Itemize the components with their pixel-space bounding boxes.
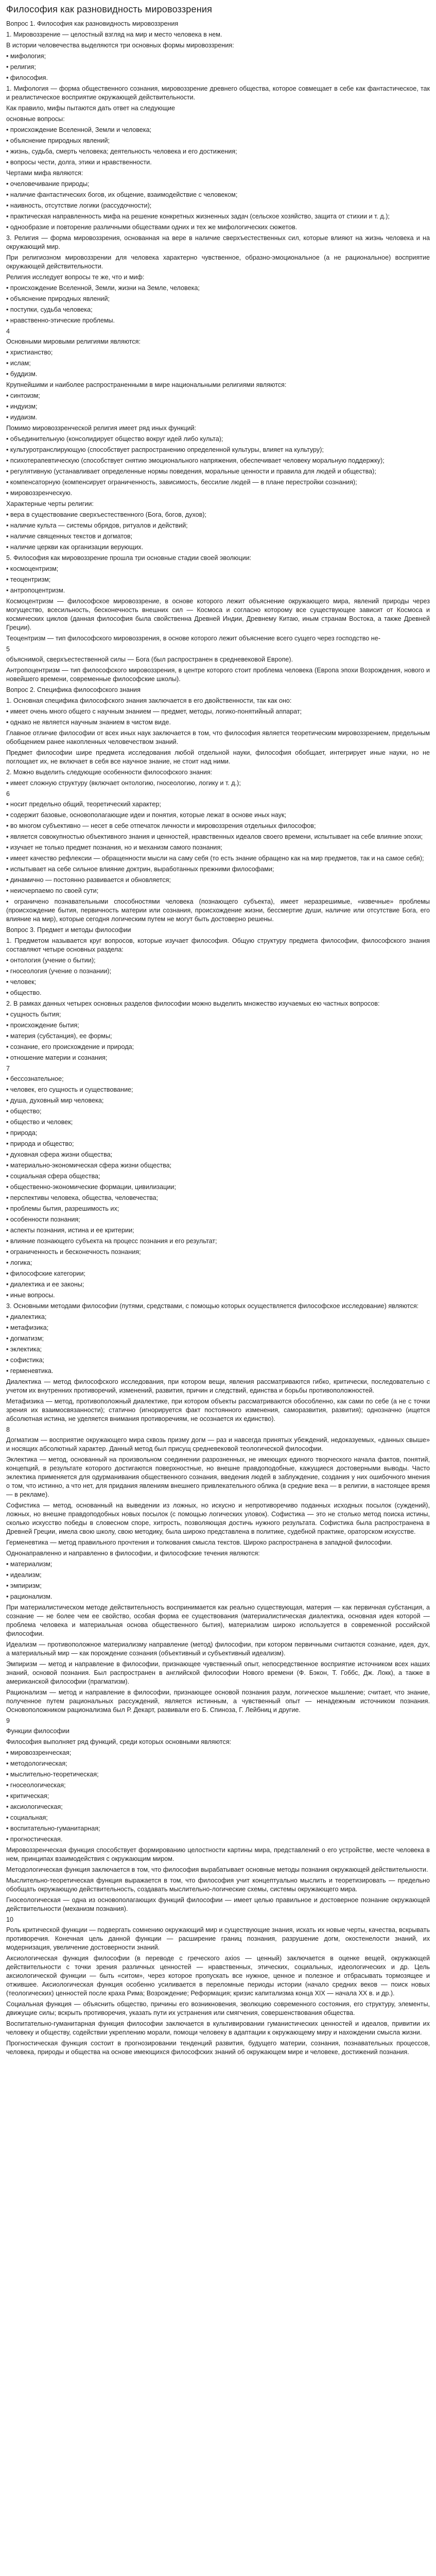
page-number: 4 [6, 327, 10, 335]
list-item: • эклектика; [6, 1345, 42, 1353]
paragraph: При религиозном мировоззрении для человека характерно чувственное, образно-эмоциональное (а не рациональное) восприятие окружающей действительности. [6, 253, 432, 270]
paragraph: Крупнейшими и наиболее распространенными в мире национальными религиями являются: [6, 381, 287, 388]
list-item: • социальная сфера общества; [6, 1172, 100, 1180]
list-item: • проблемы бытия, разрешимость их; [6, 1205, 119, 1212]
list-item: • синтоизм; [6, 392, 40, 399]
list-item: • практическая направленность мифа на решение конкретных жизненных задач (сельское хозяйство, защита от стихии и т. д.); [6, 212, 390, 220]
paragraph: Методологическая функция заключается в том, что философия вырабатывает основные методы познания окружающей действительности. [6, 1866, 428, 1873]
list-item: • логика; [6, 1259, 32, 1266]
list-item: • вопросы чести, долга, этики и нравственности. [6, 158, 152, 166]
list-item: • философские категории; [6, 1269, 85, 1277]
list-item: • мировоззренческую. [6, 489, 73, 497]
paragraph: Философия выполняет ряд функций, среди которых основными являются: [6, 1738, 232, 1745]
paragraph: Социальная функция — объяснить общество, причины его возникновения, эволюцию современного состояния, его структуру, элементы, движущие силы; вскрыть противоречия, указать пути их устранения или смягчения, совершенствования общества. [6, 2000, 432, 2016]
list-item: • однообразие и повторение различными обществами одних и тех же мифологических сюжетов. [6, 223, 298, 231]
paragraph: Эклектика — метод, основанный на произвольном соединении разрозненных, не имеющих единого творческого начала фактов, понятий, концепций, в результате которого достигаются поверхностные, но внешне правдоподобные, кажущиеся достоверными выводы. Часто эклектика применяется для одурманивания общественного сознания, введения людей в заблуждение, создания у них ошибочного мнения о том, что истинно, а что нет, для придания явлениям внешнего привлекательного облика (в средние века — в религии, в настоящее время — в рекламе). [6, 1455, 432, 1498]
paragraph: Как правило, мифы пытаются дать ответ на следующие [6, 104, 176, 112]
list-item: • наличие фантастических богов, их общение, взаимодействие с человеком; [6, 191, 238, 198]
list-item: • метафизика; [6, 1324, 49, 1331]
list-item: • критическая; [6, 1792, 49, 1800]
paragraph: Эмпиризм — метод и направление в философии, признающее чувственный опыт, непосредственное восприятие источником всех наших знаний, основой познания. Был распространен в английской философии Нового времени (Ф. Бэкон, Т. Гоббс, Дж. Локк), а также в американской философии (прагматизм). [6, 1660, 432, 1685]
paragraph: основные вопросы: [6, 115, 65, 123]
page-number: 9 [6, 1717, 10, 1724]
list-item: • испытывает на себе сильное влияние доктрин, выработанных прежними философами; [6, 865, 274, 873]
paragraph: Чертами мифа являются: [6, 169, 83, 177]
paragraph: Помимо мировоззренческой религия имеет ряд иных функций: [6, 424, 197, 432]
list-item: • материализм; [6, 1560, 53, 1568]
page-number: 10 [6, 1916, 14, 1923]
list-item: • однако не является научным знанием в чистом виде. [6, 718, 171, 726]
list-item: • человек, его сущность и существование; [6, 1086, 133, 1093]
list-item: • содержит базовые, основополагающие идеи и понятия, которые лежат в основе иных наук; [6, 811, 287, 819]
list-item: • культуротранслирующую (способствует распространению определенной культуры, влияет на культуру); [6, 446, 324, 453]
list-item: • ислам; [6, 359, 31, 367]
list-item: • влияние познающего субъекта на процесс познания и его результат; [6, 1237, 217, 1245]
paragraph: Прогностическая функция состоит в прогнозировании тенденций развития, будущего материи, сознания, познавательных процессов, человека, природы и общества на основе имеющихся философских знаний об окружающем мире и человеке, достижений познания. [6, 2039, 432, 2056]
list-item: • софистика; [6, 1356, 45, 1364]
list-item: • мифология; [6, 52, 46, 60]
list-item: • природа и общество; [6, 1140, 74, 1147]
paragraph: Функции философии [6, 1727, 69, 1735]
list-item: • неисчерпаемо по своей сути; [6, 887, 99, 894]
list-item: • наличие священных текстов и догматов; [6, 532, 133, 540]
list-item: • нравственно-этические проблемы. [6, 316, 115, 324]
list-item: • имеет сложную структуру (включает онтологию, гносеологию, логику и т. д.); [6, 779, 241, 787]
list-item: • наличие культа — системы обрядов, ритуалов и действий; [6, 521, 188, 529]
paragraph: Антропоцентризм — тип философского мировоззрения, в центре которого стоит проблема человека (Европа эпохи Возрождения, нового и новейшего времени, современные философские школы). [6, 666, 432, 683]
list-item: • христианство; [6, 348, 53, 356]
paragraph: Характерные черты религии: [6, 500, 94, 507]
list-item: • социальная; [6, 1814, 48, 1821]
list-item: • общество; [6, 1107, 42, 1115]
list-item: • прогностическая. [6, 1835, 63, 1843]
list-item: • носит предельно общий, теоретический характер; [6, 800, 161, 808]
paragraph: 2. В рамках данных четырех основных разделов философии можно выделить множество изучаемых ею частных вопросов: [6, 999, 380, 1007]
list-item: • ограниченность и бесконечность познания; [6, 1248, 141, 1256]
list-item: • теоцентризм; [6, 575, 51, 583]
list-item: • духовная сфера жизни общества; [6, 1150, 113, 1158]
list-item: • отношение материи и сознания; [6, 1054, 108, 1061]
list-item: • жизнь, судьба, смерть человека; деятельность человека и его достижения; [6, 147, 237, 155]
list-item: • компенсаторную (компенсирует ограниченность, зависимость, бессилие людей — в плане перестройки сознания); [6, 478, 357, 486]
paragraph: Софистика — метод, основанный на выведении из ложных, но искусно и непротиворечиво поданных исходных посылок (суждений), ложных, но внешне правдоподобных новых посылок (с помощью логических уловок). Софистика — это не столько метод поиска истины, сколько искусство победы в словесном споре, хитрость, позволяющая достичь нужного результата. Софистика была распространена в Древней Греции, имела свою школу, свою методику, была широко представлена в политике, судебной практике, ораторском искусстве. [6, 1501, 432, 1535]
paragraph: Основными мировыми религиями являются: [6, 337, 141, 345]
list-item: • имеет качество рефлексии — обращенности мысли на саму себя (то есть знание обращено как на мир предметов, так и на самое себя); [6, 854, 424, 862]
list-item: • воспитательно-гуманитарная; [6, 1824, 100, 1832]
list-item: • во многом субъективно — несет в себе отпечаток личности и мировоззрения отдельных философов; [6, 822, 316, 829]
section-heading: Вопрос 3. Предмет и методы философии [6, 926, 131, 934]
list-item: • наивность, отсутствие логики (рассудочности); [6, 201, 152, 209]
list-item: • происхождение бытия; [6, 1021, 79, 1029]
list-item: • аспекты познания, истина и ее критерии; [6, 1226, 134, 1234]
list-item: • психотерапевтическую (способствует снятию эмоционального напряжения, обеспечивает человеку моральную поддержку); [6, 456, 385, 464]
list-item: • общество. [6, 989, 42, 996]
paragraph: Идеализм — противоположное материализму направление (метод) философии, при котором первичными считаются сознание, идея, дух, а материальный мир — как порождение сознания (объективный и субъективный идеализм). [6, 1640, 432, 1657]
paragraph: Роль критической функции — подвергать сомнению окружающий мир и существующие знания, искать их новые черты, качества, вскрывать противоречия. Конечная цель данной функции — расширение границ познания, разрушение догм, окостенелости знаний, их модернизация, увеличение достоверности знаний. [6, 1926, 432, 1951]
list-item: • мировоззренческая; [6, 1749, 72, 1756]
list-item: • индуизм; [6, 402, 38, 410]
paragraph: Метафизика — метод, противоположный диалектике, при котором объекты рассматриваются обособленно, как сами по себе (а не с точки зрения их взаимосвязанности); статично (игнорируется факт постоянного изменения, саморазвития, развития); однозначно (ищется абсолютная истина, не уделяется внимания противоречиям, не осознается их единство). [6, 1397, 432, 1422]
list-item: • сущность бытия; [6, 1010, 61, 1018]
list-item: • вера в существование сверхъестественного (Бога, богов, духов); [6, 511, 206, 518]
paragraph: Мировоззренческая функция способствует формированию целостности картины мира, представлений о его устройстве, месте человека в нем, принципах взаимодействия с окружающим миром. [6, 1846, 432, 1862]
paragraph: Воспитательно-гуманитарная функция философии заключается в культивировании гуманистических ценностей и идеалов, привитии их человеку и обществу, содействии укреплению морали, помощи человеку в адаптации к окружающему миру и нахождении смысла жизни. [6, 2020, 432, 2036]
list-item: • происхождение Вселенной, Земли, жизни на Земле, человека; [6, 284, 200, 292]
paragraph: Мыслительно-теоретическая функция выражается в том, что философия учит концептуально мыслить и теоретизировать — предельно обобщать окружающую действительность, создавать мыслительно-логические схемы, системы окружающего мира. [6, 1876, 432, 1893]
list-item: • наличие церкви как организации верующих. [6, 543, 144, 551]
list-item: • имеет очень много общего с научным знанием — предмет, методы, логико-понятийный аппарат; [6, 707, 302, 715]
list-item: • объяснение природных явлений; [6, 137, 110, 144]
list-item: • герменевтика. [6, 1367, 54, 1375]
list-item: • материя (субстанция), ее формы; [6, 1032, 112, 1040]
paragraph: Догматизм — восприятие окружающего мира сквозь призму догм — раз и навсегда принятых убеждений, недоказуемых, «данных свыше» и носящих абсолютный характер. Данный метод был присущ средневековой теологической философии. [6, 1436, 432, 1452]
paragraph: Аксиологическая функция философии (в переводе с греческого axios — ценный) заключается в оценке вещей, окружающей действительности с точки зрения различных ценностей — нравственных, этических, социальных, идеологических и др. Цель аксиологической функции — быть «ситом», через которое пропускать все нужное, ценное и полезное и отбрасывать тормозящее и отжившее. Аксиологическая функция особенно усиливается в переломные периоды истории (начало средних веков — поиск новых (теологических) ценностей после краха Рима; Возрождение; Реформация; кризис капитализма конца XIX — начала XX в. и др.). [6, 1954, 432, 1997]
list-item: • общество и человек; [6, 1118, 73, 1126]
paragraph: объяснимой, сверхъестественной силы — Бога (был распространен в средневековой Европе). [6, 655, 293, 663]
list-item: • философия. [6, 74, 48, 81]
paragraph: 1. Предметом называется круг вопросов, которые изучает философия. Общую структуру предмета философии, философского знания составляют четыре основных раздела: [6, 937, 432, 953]
list-item: • объединительную (консолидирует общество вокруг идей либо культа); [6, 435, 223, 443]
list-item: • религия; [6, 63, 36, 71]
document-body [6, 20, 430, 2057]
list-item: • сознание, его происхождение и природа; [6, 1043, 134, 1050]
list-item: • буддизм. [6, 370, 38, 378]
page-number: 8 [6, 1426, 10, 1433]
list-item: • объяснение природных явлений; [6, 295, 110, 302]
list-item: • мыслительно-теоретическая; [6, 1770, 99, 1778]
paragraph: Диалектика — метод философского исследования, при котором вещи, явления рассматриваются гибко, критически, последовательно с учетом их внутренних противоречий, изменений, развития, причин и следствий, единства и борьбы противоположностей. [6, 1378, 432, 1394]
list-item: • иные вопросы. [6, 1291, 55, 1299]
list-item: • бессознательное; [6, 1075, 64, 1082]
list-item: • диалектика; [6, 1313, 47, 1320]
paragraph: 2. Можно выделить следующие особенности философского знания: [6, 768, 213, 776]
list-item: • антропоцентризм. [6, 586, 65, 594]
list-item: • космоцентризм; [6, 565, 59, 572]
paragraph: Однонаправленно и направленно в философии, и философские течения являются: [6, 1549, 260, 1557]
paragraph: Гносеологическая — одна из основополагающих функций философии — имеет целью правильное и достоверное познание окружающей действительности (механизм познания). [6, 1896, 432, 1912]
page-number: 5 [6, 645, 10, 653]
list-item: • идеализм; [6, 1571, 42, 1579]
list-item: • аксиологическая; [6, 1803, 63, 1810]
list-item: • гносеология (учение о познании); [6, 967, 112, 975]
list-item: • рационализм. [6, 1592, 53, 1600]
paragraph: Главное отличие философии от всех иных наук заключается в том, что философия является теоретическим мировоззрением, предельным обобщением ранее накопленных человечеством знаний. [6, 729, 432, 745]
list-item: • динамично — постоянно развивается и обновляется; [6, 876, 171, 884]
list-item: • перспективы человека, общества, человечества; [6, 1194, 159, 1201]
list-item: • поступки, судьба человека; [6, 306, 93, 313]
list-item: • диалектика и ее законы; [6, 1280, 84, 1288]
paragraph: Предмет философии шире предмета исследования любой отдельной науки, философия обобщает, интегрирует иные науки, но не поглощает их, не включает в себя все научное знание, не стоит над ними. [6, 749, 432, 765]
section-heading: Вопрос 1. Философия как разновидность мировоззрения [6, 20, 179, 27]
paragraph: Рационализм — метод и направление в философии, признающее основой познания разум, логическое мышление; считает, что знание, полученное путем рациональных рассуждений, является истинным, а чувственный опыт — ненадежным источником познания. Основоположником рационализма был Р. Декарт, развивали его Б. Спиноза, Г. Лейбниц и другие. [6, 1688, 432, 1714]
paragraph: В истории человечества выделяются три основных формы мировоззрения: [6, 41, 234, 49]
list-item: • ограничено познавательными способностями человека (познающего субъекта), имеет неразрешимые, «извечные» проблемы (происхождение бытия, первичность материи или сознания, происхождение жизни, бессмертие души, наличие или отсутствие Бога, его влияние на мир), которые сегодня логическим путем не могут быть достоверно решены. [6, 897, 432, 923]
paragraph: 5. Философия как мировоззрение прошла три основные стадии своей эволюции: [6, 554, 252, 562]
paragraph: 3. Основными методами философии (путями, средствами, с помощью которых осуществляется философское исследование) являются: [6, 1302, 419, 1310]
paragraph: 1. Мифология — форма общественного сознания, мировоззрение древнего общества, которое совмещает в себе как фантастическое, так и реалистическое восприятие окружающей действительности. [6, 84, 432, 101]
list-item: • является совокупностью объективного знания и ценностей, нравственных идеалов своего времени, испытывает на себе влияние эпохи; [6, 833, 423, 840]
list-item: • регулятивную (устанавливает определенные нормы поведения, моральные ценности и правила для людей и общества); [6, 467, 376, 475]
list-item: • человек; [6, 978, 37, 986]
list-item: • материально-экономическая сфера жизни общества; [6, 1161, 172, 1169]
section-heading: Вопрос 2. Специфика философского знания [6, 686, 141, 693]
list-item: • очеловечивание природы; [6, 180, 90, 188]
paragraph: 1. Мировоззрение — целостный взгляд на мир и место человека в нем. [6, 30, 222, 38]
list-item: • природа; [6, 1129, 38, 1137]
paragraph: Религия исследует вопросы те же, что и миф: [6, 273, 145, 281]
list-item: • общественно-экономические формации, цивилизации; [6, 1183, 176, 1191]
paragraph: Герменевтика — метод правильного прочтения и толкования смысла текстов. Широко распространена в западной философии. [6, 1538, 393, 1546]
paragraph: Космоцентризм — философское мировоззрение, в основе которого лежит объяснение окружающего мира, явлений природы через могущество, всесильность, бесконечность внешних сил — Космоса и согласно которому все существующее зависит от Космоса и космических циклов (данная философия была свойственна Древней Индии, Древнему Китаю, иным странам Востока, а также Древней Греции). [6, 597, 432, 631]
list-item: • происхождение Вселенной, Земли и человека; [6, 126, 152, 133]
list-item: • догматизм; [6, 1334, 44, 1342]
list-item: • эмпиризм; [6, 1582, 42, 1589]
list-item: • иудаизм. [6, 413, 38, 421]
page-number: 6 [6, 790, 10, 798]
paragraph: Теоцентризм — тип философского мировоззрения, в основе которого лежит объяснение всего сущего через господство не- [6, 634, 380, 642]
paragraph: 3. Религия — форма мировоззрения, основанная на вере в наличие сверхъестественных сил, которые влияют на жизнь человека и на окружающий мир. [6, 234, 432, 250]
list-item: • методологическая; [6, 1759, 67, 1767]
list-item: • особенности познания; [6, 1215, 80, 1223]
list-item: • душа, духовный мир человека; [6, 1096, 104, 1104]
paragraph: 1. Основная специфика философского знания заключается в его двойственности, так как оно: [6, 697, 292, 704]
list-item: • изучает не только предмет познания, но и механизм самого познания; [6, 843, 222, 851]
document-title: Философия как разновидность мировоззрения [6, 4, 213, 14]
list-item: • онтология (учение о бытии); [6, 956, 96, 964]
paragraph: При материалистическом методе действительность воспринимается как реально существующая, материя — как первичная субстанция, а сознание — не более чем ее свойство, особая форма ее существования (материалистическая диалектика, основная идея которой — проблема человека и материальная основа общественного бытия), материализм широко используется в современной российской философии. [6, 1603, 432, 1637]
list-item: • гносеологическая; [6, 1781, 66, 1789]
page-number: 7 [6, 1064, 10, 1072]
